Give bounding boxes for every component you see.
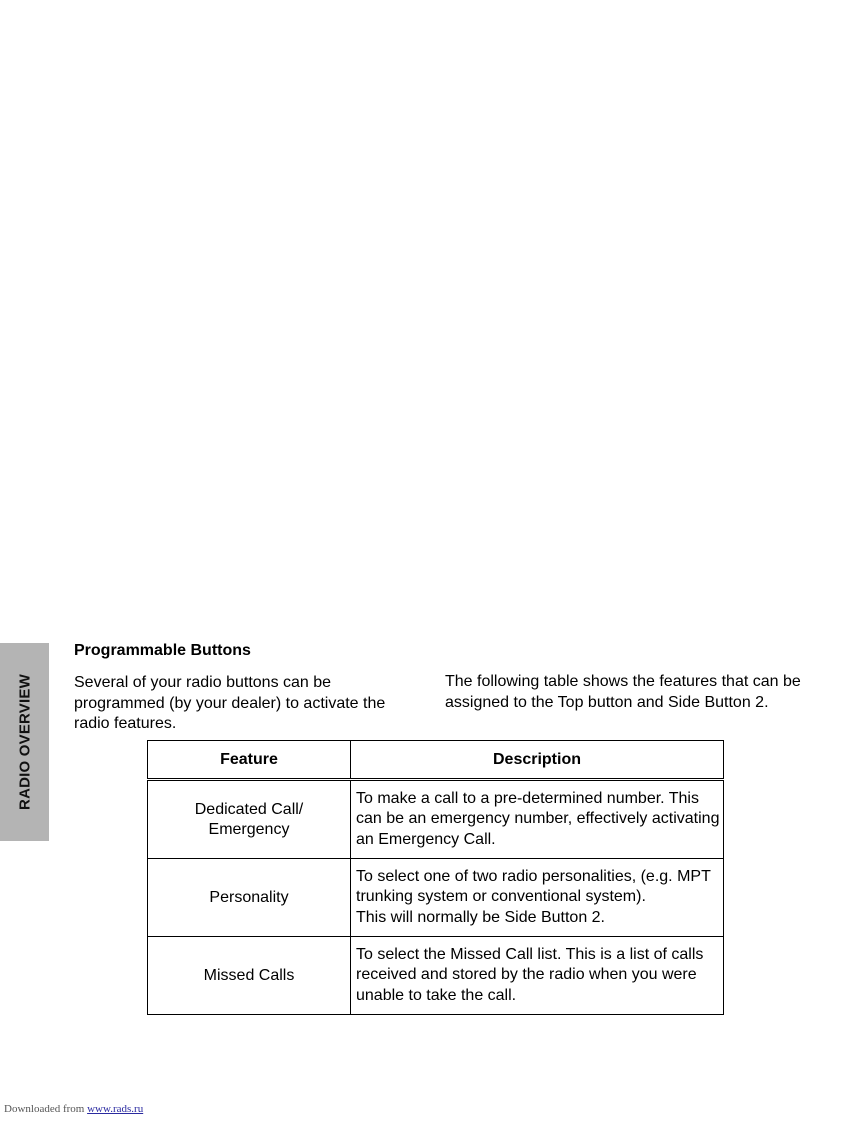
feature-cell: Missed Calls	[148, 937, 351, 1015]
description-cell: To select the Missed Call list. This is a list of calls received and stored by the radio when you were unable to take the call.	[351, 937, 724, 1015]
intro-paragraph-left: Several of your radio buttons can be programmed (by your dealer) to activate the radio features.	[74, 674, 386, 732]
feature-cell: Dedicated Call/ Emergency	[148, 780, 351, 859]
table-row	[148, 780, 724, 859]
header-description: Description	[351, 741, 724, 780]
description-cell: To make a call to a pre-determined number. This can be an emergency number, effectively activating an Emergency Call.	[351, 780, 724, 859]
features-table	[147, 740, 724, 1015]
section-title: Programmable Buttons	[74, 642, 251, 659]
intro-paragraph-right: The following table shows the features that can be assigned to the Top button and Side Button 2.	[445, 673, 801, 711]
table-row	[148, 937, 724, 1015]
table-header-row	[148, 741, 724, 780]
side-section-tab	[0, 643, 49, 841]
footer-prefix: Downloaded from	[4, 1103, 88, 1115]
table-row	[148, 859, 724, 937]
description-cell: To select one of two radio personalities, (e.g. MPT trunking system or conventional system). This will normally be Side Button 2.	[351, 859, 724, 937]
header-feature: Feature	[148, 741, 351, 780]
download-footer	[4, 1103, 187, 1115]
footer-link[interactable]: www.rads.ru	[87, 1103, 144, 1115]
feature-cell: Personality	[148, 859, 351, 937]
side-tab-label: RADIO OVERVIEW	[16, 674, 33, 810]
